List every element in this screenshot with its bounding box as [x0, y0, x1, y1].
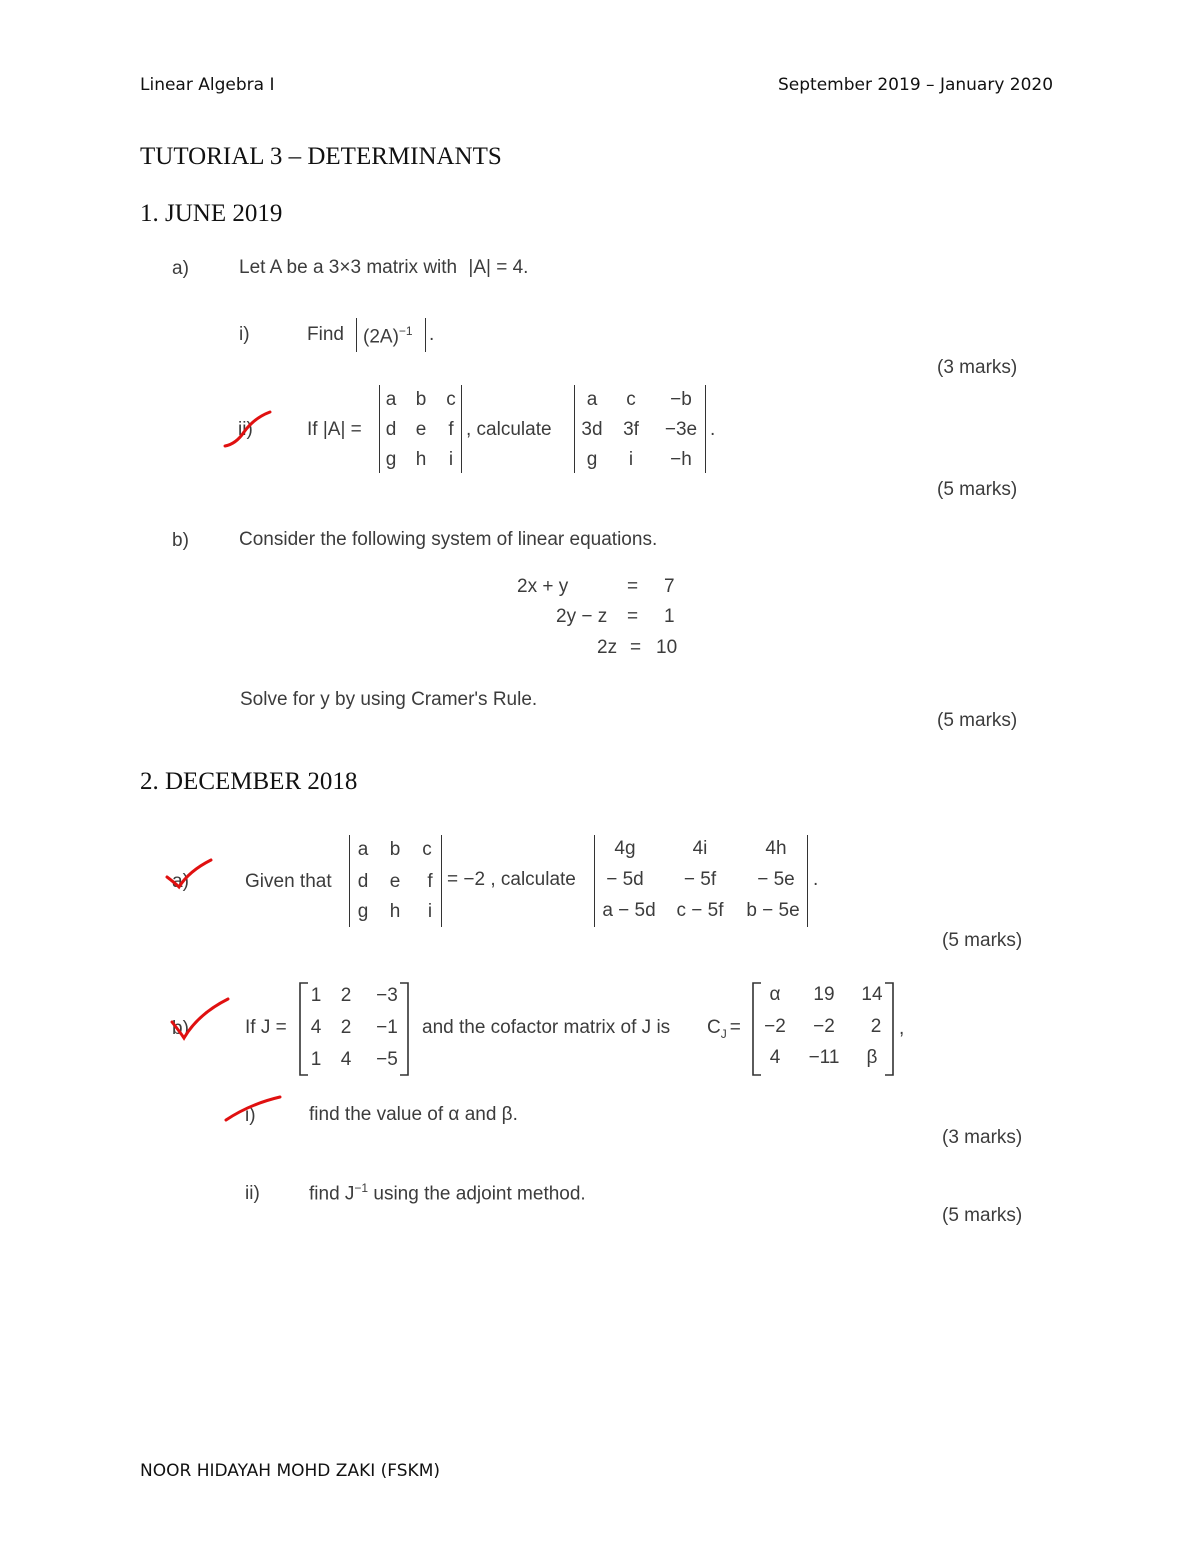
eq3-rhs: 10: [656, 637, 678, 658]
det-bar-left: [356, 318, 357, 352]
comma: ,: [899, 1018, 905, 1039]
q1a-i-marks: (3 marks): [937, 357, 1018, 378]
pen-tick-icon: [222, 410, 274, 452]
eq1-lhs: 2x + y: [517, 576, 569, 597]
page-title: TUTORIAL 3 – DETERMINANTS: [140, 143, 502, 170]
q1b-marks: (5 marks): [937, 710, 1018, 731]
q1a-ii-calculate: , calculate: [466, 419, 552, 440]
det-a-expr: |A| = 4: [468, 257, 524, 278]
period: .: [710, 419, 716, 440]
q2b-label: b): [172, 1018, 189, 1039]
q2a-equals: = −2 , calculate: [447, 869, 576, 890]
q2b-i-label: i): [245, 1105, 256, 1126]
q1a-text: Let A be a 3×3 matrix with |A| = 4.: [239, 257, 529, 278]
q1a-i-label: i): [239, 324, 250, 345]
footer-author: NOOR HIDAYAH MOHD ZAKI (FSKM): [140, 1461, 440, 1481]
q2a-label: a): [172, 871, 189, 892]
q1a-i-find: Find: [307, 324, 344, 345]
period: .: [813, 869, 819, 890]
q2b-i-text: find the value of α and β.: [309, 1104, 518, 1125]
eq2-rhs: 1: [664, 606, 675, 627]
q2b-ii-marks: (5 marks): [942, 1205, 1023, 1226]
q1b-solve: Solve for y by using Cramer's Rule.: [240, 689, 538, 710]
section-heading-june-2019: 1. JUNE 2019: [140, 200, 283, 227]
det-bar-right: [425, 318, 426, 352]
q2b-if-j: If J =: [245, 1017, 287, 1038]
eq1-eq: =: [627, 576, 639, 597]
q2b-ii-label: ii): [245, 1183, 260, 1204]
q2a-given: Given that: [245, 871, 332, 892]
q1a-ii-if: If |A| =: [307, 419, 362, 440]
eq2-eq: =: [627, 606, 639, 627]
q1a-i-expr: $(2A)^{-1}$: [363, 324, 413, 348]
q2b-cj: $C_J$ =: [707, 1017, 741, 1041]
pen-tick-icon: [165, 857, 215, 891]
pen-tick-icon: [170, 996, 232, 1042]
q1a-ii-label: ii): [238, 419, 253, 440]
course-name: Linear Algebra I: [140, 75, 275, 95]
eq1-rhs: 7: [664, 576, 675, 597]
eq3-lhs: 2z: [597, 637, 618, 658]
pen-tick-icon: [224, 1094, 284, 1124]
period: .: [429, 324, 435, 345]
section-heading-december-2018: 2. DECEMBER 2018: [140, 768, 358, 795]
q1a-label: a): [172, 258, 189, 279]
semester-dates: September 2019 – January 2020: [778, 75, 1054, 95]
q2b-i-marks: (3 marks): [942, 1127, 1023, 1148]
q1a-ii-marks: (5 marks): [937, 479, 1018, 500]
eq2-lhs: 2y − z: [556, 606, 608, 627]
q2b-ii-text: find $J^{-1}$ using the adjoint method.: [309, 1181, 586, 1205]
q1b-label: b): [172, 530, 189, 551]
q2a-marks: (5 marks): [942, 930, 1023, 951]
eq3-eq: =: [630, 637, 642, 658]
q2b-cofactor-text: and the cofactor matrix of J is: [422, 1017, 671, 1038]
q1b-text: Consider the following system of linear equations.: [239, 529, 658, 550]
